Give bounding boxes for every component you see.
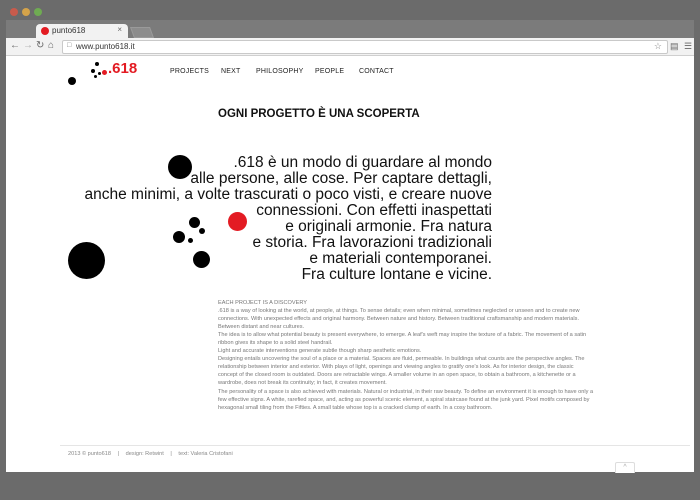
english-line: wardrobe, does not break its continuity; in fact, it creates movement. <box>218 380 387 387</box>
italian-tagline <box>60 155 492 283</box>
footer-text-credit: text: Valeria Cristofani <box>178 451 233 457</box>
reader-icon[interactable]: ▤ <box>670 41 679 51</box>
url-text[interactable]: www.punto618.it <box>76 42 135 51</box>
footer-design-credit[interactable]: design: Retwint <box>125 451 164 457</box>
english-line: The personality of a space is also achieved with materials. Natural or industrial, in their raw beauty. To define an environment it is enough to have only a <box>218 388 594 395</box>
browser-tab[interactable] <box>36 24 128 38</box>
window-close-icon[interactable] <box>10 8 18 16</box>
footer-divider <box>60 445 690 446</box>
menu-icon[interactable]: ☰ <box>684 41 693 51</box>
address-bar[interactable] <box>62 40 668 54</box>
tagline-line: e storia. Fra lavorazioni tradizionali <box>252 234 492 251</box>
tagline-line: e originali armonie. Fra natura <box>285 218 492 235</box>
tagline-line: Fra culture lontane e vicine. <box>301 266 492 283</box>
favicon-icon <box>41 27 49 35</box>
logo-text: .618 <box>108 60 138 77</box>
nav-projects[interactable]: PROJECTS <box>170 68 209 75</box>
english-line: concept of the closed room is outdated. Doors are retractable wings. A smaller volume in an open space, to obtain a bathroom, a kitchenette or a <box>218 372 576 379</box>
window-maximize-icon[interactable] <box>34 8 42 16</box>
english-title: EACH PROJECT IS A DISCOVERY <box>218 300 308 306</box>
english-line: few effective signs. A white, rarefied space, and, acting as powerful scenic element, a spiral staircase found at the junk yard. Pixel motifs composed by <box>218 396 590 403</box>
logo-red-dot <box>102 70 107 75</box>
footer-copyright: 2013 © punto618 <box>68 451 112 457</box>
reload-icon[interactable]: ↻ <box>36 40 45 51</box>
logo-dot <box>98 72 101 75</box>
back-arrow-icon[interactable]: ← <box>10 40 20 51</box>
page-icon: □ <box>67 42 72 49</box>
footer <box>68 451 238 457</box>
english-line: ribbon gives its shape to a solid steel handrail. <box>218 340 333 347</box>
tab-close-icon[interactable]: × <box>117 25 122 34</box>
tagline-line: anche minimi, a volte trascurati o poco visti, e creare nuove <box>84 186 492 203</box>
home-icon[interactable]: ⌂ <box>48 40 55 51</box>
tagline-line: alle persone, alle cose. Per captare dettagli, <box>190 170 492 187</box>
tagline-line: .618 è un modo di guardare al mondo <box>233 154 492 171</box>
english-line: relationship between interior and exterior. With plays of light, openings and viewing angles to gratify one's look. As for interior design, the classic <box>218 364 574 371</box>
english-line: Light and accurate interventions generate subtle though sharp aesthetic emotions. <box>218 348 422 355</box>
logo-dot <box>95 62 99 66</box>
english-line: hexagonal small tiling from the Fifties. A small table whose top is a cracked clump of earth. In a cosy bathroom. <box>218 404 493 411</box>
nav-contact[interactable]: CONTACT <box>359 68 394 75</box>
window-minimize-icon[interactable] <box>22 8 30 16</box>
forward-arrow-icon[interactable]: → <box>23 40 33 51</box>
star-icon[interactable]: ☆ <box>653 41 662 51</box>
nav-philosophy[interactable]: PHILOSOPHY <box>256 68 304 75</box>
english-text-block <box>218 299 635 412</box>
tagline-line: e materiali contemporanei. <box>309 250 492 267</box>
english-line: .618 is a way of looking at the world, at people, at things. To sense details; even when minimal, sometimes neglected or unseen and to create new <box>218 308 580 315</box>
scroll-to-top-button[interactable]: ^ <box>615 462 635 473</box>
nav-people[interactable]: PEOPLE <box>315 68 345 75</box>
english-line: The idea is to allow what potential beauty is present everywhere, to emerge. A leaf's weft may inspire the texture of a fabric. The movement of a satin <box>218 332 587 339</box>
new-tab-button[interactable] <box>130 27 154 38</box>
tab-title: punto618 <box>52 26 86 35</box>
footer-separator: | <box>117 451 120 457</box>
english-line: Between distant and near cultures. <box>218 324 305 331</box>
logo-dot <box>94 75 97 78</box>
page-title: OGNI PROGETTO È UNA SCOPERTA <box>218 108 420 120</box>
english-line: Designing entails uncovering the soul of a place or a material. Spaces are fluid, permeable. In buildings what counts are the perspective angles. The <box>218 356 585 363</box>
nav-next[interactable]: NEXT <box>221 68 241 75</box>
english-line: connections. With unexpected effects and original harmony. Between nature and history. Between traditional craftsmanship and modern materials. <box>218 316 579 323</box>
logo-dot <box>68 77 76 85</box>
logo-dot <box>91 69 95 73</box>
tagline-line: connessioni. Con effetti inaspettati <box>256 202 492 219</box>
footer-separator: | <box>170 451 172 457</box>
